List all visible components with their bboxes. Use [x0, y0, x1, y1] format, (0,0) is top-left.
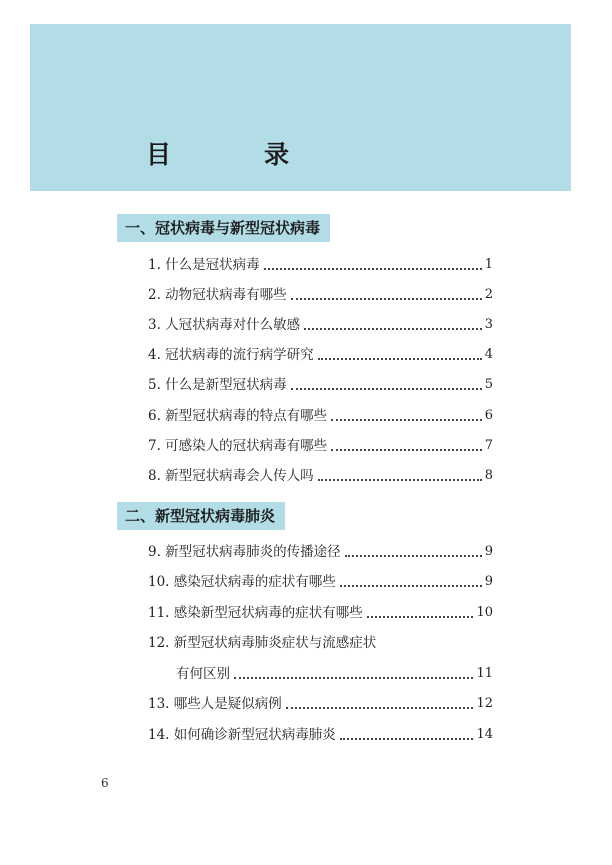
toc-entry-4[interactable] [148, 344, 493, 366]
toc-entry-label: 8. 新型冠状病毒会人传人吗 [148, 468, 314, 484]
dot-leader [340, 738, 474, 740]
toc-entry-1[interactable] [148, 254, 493, 276]
toc-entry-5[interactable] [148, 374, 493, 396]
toc-entry-label: 13. 哪些人是疑似病例 [148, 696, 282, 712]
toc-entry-9[interactable] [148, 541, 493, 563]
toc-entry-11[interactable] [148, 602, 493, 624]
toc-entry-label: 有何区别 [176, 666, 230, 682]
toc-entry-page: 4 [484, 347, 493, 362]
toc-entry-page: 9 [484, 544, 493, 559]
toc-entry-page: 9 [484, 574, 493, 589]
toc-entry-12-continuation[interactable] [176, 663, 493, 685]
toc-entry-8[interactable] [148, 465, 493, 487]
toc-entry-label: 6. 新型冠状病毒的特点有哪些 [148, 408, 328, 424]
section-header-2: 二、新型冠状病毒肺炎 [117, 502, 285, 530]
toc-entry-label: 5. 什么是新型冠状病毒 [148, 377, 287, 393]
toc-entry-page: 3 [484, 317, 493, 332]
toc-entry-12[interactable] [148, 632, 493, 654]
toc-entry-label: 7. 可感染人的冠状病毒有哪些 [148, 438, 328, 454]
toc-entry-label: 1. 什么是冠状病毒 [148, 257, 260, 273]
dot-leader [291, 388, 482, 390]
toc-entry-label: 9. 新型冠状病毒肺炎的传播途径 [148, 544, 341, 560]
dot-leader [291, 298, 482, 300]
toc-entry-14[interactable] [148, 724, 493, 746]
toc-entry-page: 2 [484, 287, 493, 302]
toc-entry-label: 2. 动物冠状病毒有哪些 [148, 287, 287, 303]
toc-entry-page: 7 [484, 438, 493, 453]
toc-entry-label: 4. 冠状病毒的流行病学研究 [148, 347, 314, 363]
toc-entry-page: 5 [484, 377, 493, 392]
footer-page-number: 6 [101, 776, 109, 790]
page-title: 目 录 [146, 140, 324, 169]
toc-entry-page: 11 [476, 666, 493, 681]
dot-leader [318, 479, 482, 481]
dot-leader [264, 268, 482, 270]
dot-leader [345, 555, 482, 557]
dot-leader [331, 449, 482, 451]
dot-leader [318, 358, 482, 360]
toc-entry-page: 6 [484, 408, 493, 423]
toc-entry-6[interactable] [148, 405, 493, 427]
toc-entry-label: 10. 感染冠状病毒的症状有哪些 [148, 574, 336, 590]
toc-entry-label: 3. 人冠状病毒对什么敏感 [148, 317, 301, 333]
toc-entry-13[interactable] [148, 693, 493, 715]
dot-leader [234, 677, 473, 679]
toc-entry-2[interactable] [148, 284, 493, 306]
dot-leader [340, 585, 482, 587]
toc-entry-label: 12. 新型冠状病毒肺炎症状与流感症状 [148, 635, 377, 651]
dot-leader [286, 707, 474, 709]
toc-entry-label: 11. 感染新型冠状病毒的症状有哪些 [148, 605, 363, 621]
dot-leader [367, 616, 474, 618]
dot-leader [304, 328, 482, 330]
toc-entry-page: 1 [484, 257, 493, 272]
toc-entry-7[interactable] [148, 435, 493, 457]
section-header-1: 一、冠状病毒与新型冠状病毒 [117, 214, 330, 242]
toc-entry-10[interactable] [148, 571, 493, 593]
toc-entry-page: 14 [476, 727, 493, 742]
toc-entry-page: 8 [484, 468, 493, 483]
toc-entry-label: 14. 如何确诊新型冠状病毒肺炎 [148, 727, 336, 743]
toc-entry-3[interactable] [148, 314, 493, 336]
toc-entry-page: 12 [476, 696, 493, 711]
dot-leader [331, 419, 482, 421]
toc-entry-page: 10 [476, 605, 493, 620]
